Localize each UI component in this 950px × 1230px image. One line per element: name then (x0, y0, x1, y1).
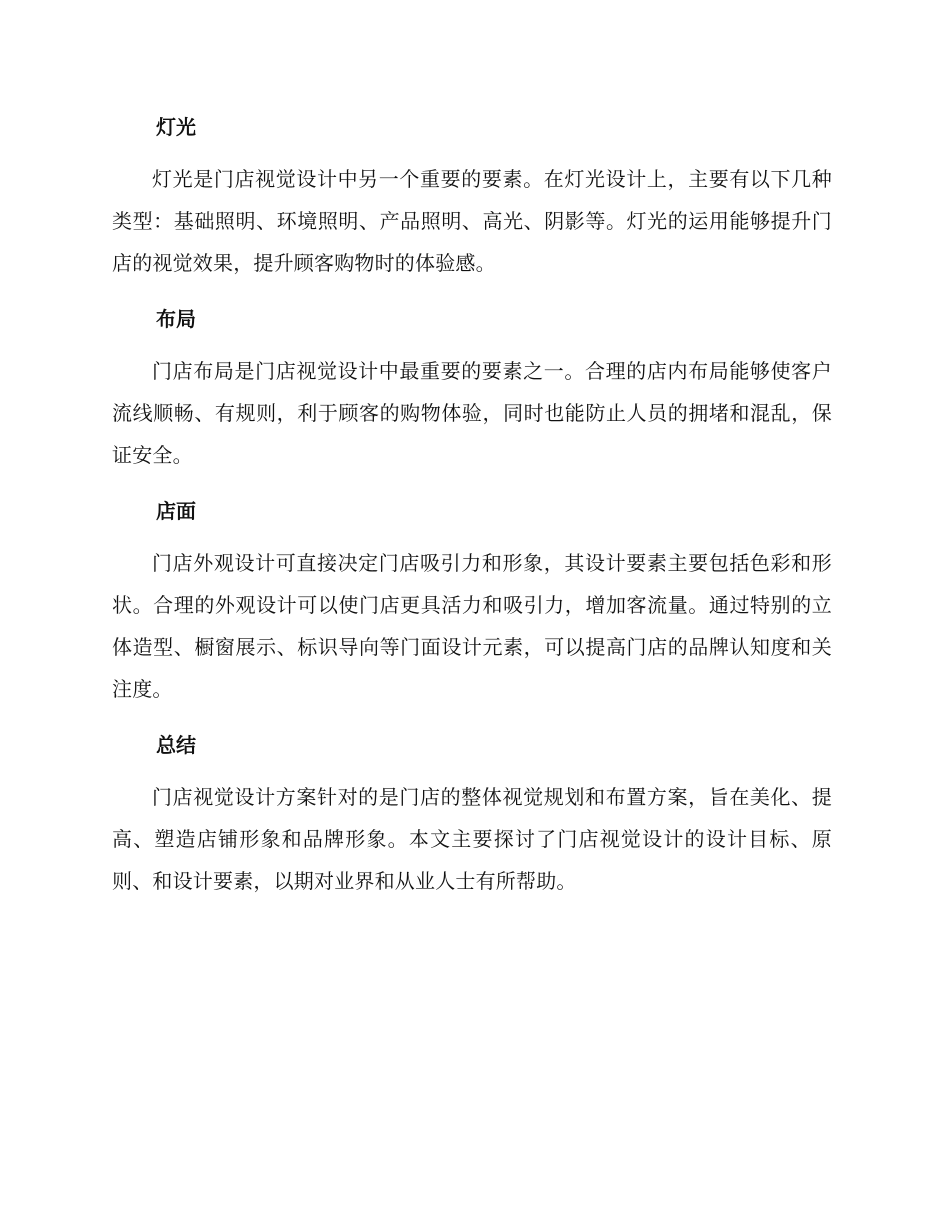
section-heading: 灯光 (156, 115, 196, 139)
section-storefront (112, 492, 832, 710)
section-heading: 店面 (156, 499, 196, 523)
section-layout (112, 300, 832, 476)
section-heading: 总结 (156, 733, 196, 757)
section-paragraph: 门店视觉设计方案针对的是门店的整体视觉规划和布置方案，旨在美化、提高、塑造店铺形象和品牌形象。本文主要探讨了门店视觉设计的设计目标、原则、和设计要素，以期对业界和从业人士有所帮助。 (112, 785, 832, 893)
section-paragraph: 灯光是门店视觉设计中另一个重要的要素。在灯光设计上，主要有以下几种类型：基础照明、环境照明、产品照明、高光、阴影等。灯光的运用能够提升门店的视觉效果，提升顾客购物时的体验感。 (112, 167, 832, 275)
document-body (112, 108, 832, 918)
section-paragraph: 门店布局是门店视觉设计中最重要的要素之一。合理的店内布局能够使客户流线顺畅、有规则，利于顾客的购物体验，同时也能防止人员的拥堵和混乱，保证安全。 (112, 359, 832, 467)
section-summary (112, 726, 832, 902)
section-heading: 布局 (156, 307, 196, 331)
section-lighting (112, 108, 832, 284)
section-paragraph: 门店外观设计可直接决定门店吸引力和形象，其设计要素主要包括色彩和形状。合理的外观设计可以使门店更具活力和吸引力，增加客流量。通过特别的立体造型、橱窗展示、标识导向等门面设计元素，可以提高门店的品牌认知度和关注度。 (112, 551, 832, 701)
